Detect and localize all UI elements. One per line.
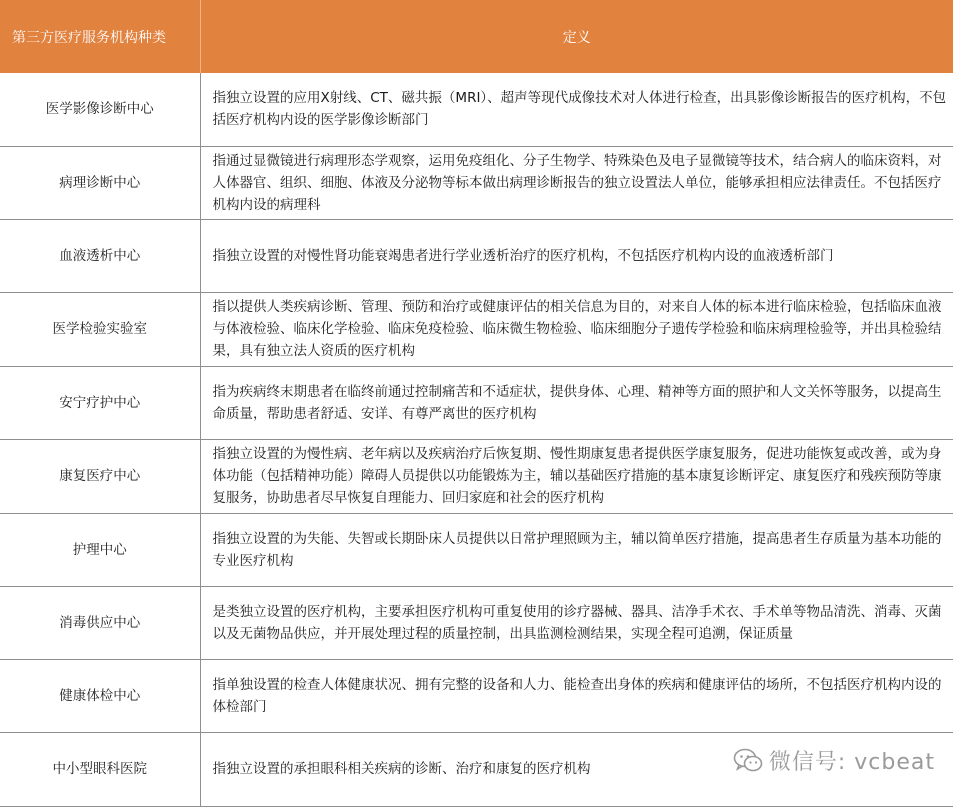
category-cell: 消毒供应中心	[0, 586, 200, 659]
definition-cell: 是类独立设置的医疗机构，主要承担医疗机构可重复使用的诊疗器械、器具、洁净手术衣、手术单等物品清洗、消毒、灭菌以及无菌物品供应，并开展处理过程的质量控制，出具监测检测结果，实现全程可追溯，保证质量	[200, 586, 953, 659]
definition-cell: 指独立设置的为失能、失智或长期卧床人员提供以日常护理照顾为主，辅以简单医疗措施，提高患者生存质量为基本功能的专业医疗机构	[200, 513, 953, 586]
header-category: 第三方医疗服务机构种类	[0, 0, 200, 73]
table-row	[0, 219, 953, 292]
category-cell: 护理中心	[0, 513, 200, 586]
category-cell: 血液透析中心	[0, 219, 200, 292]
category-cell: 医学影像诊断中心	[0, 73, 200, 146]
category-cell: 医学检验实验室	[0, 292, 200, 366]
table-row	[0, 659, 953, 732]
category-cell: 病理诊断中心	[0, 146, 200, 219]
header-row	[0, 0, 953, 73]
definition-cell: 指为疾病终末期患者在临终前通过控制痛苦和不适症状，提供身体、心理、精神等方面的照护和人文关怀等服务，以提高生命质量，帮助患者舒适、安详、有尊严离世的医疗机构	[200, 366, 953, 439]
category-cell: 中小型眼科医院	[0, 732, 200, 806]
definition-cell: 指独立设置的对慢性肾功能衰竭患者进行学业透析治疗的医疗机构，不包括医疗机构内设的血液透析部门	[200, 219, 953, 292]
table-row	[0, 439, 953, 513]
category-cell: 健康体检中心	[0, 659, 200, 732]
table-row	[0, 513, 953, 586]
definition-cell: 指以提供人类疾病诊断、管理、预防和治疗或健康评估的相关信息为目的，对来自人体的标本进行临床检验，包括临床血液与体液检验、临床化学检验、临床免疫检验、临床微生物检验、临床细胞分子遗传学检验和临床病理检验等，并出具检验结果，具有独立法人资质的医疗机构	[200, 292, 953, 366]
definition-cell: 指独立设置的应用X射线、CT、磁共振（MRI）、超声等现代成像技术对人体进行检查，出具影像诊断报告的医疗机构，不包括医疗机构内设的医学影像诊断部门	[200, 73, 953, 146]
table-row	[0, 73, 953, 146]
definition-cell: 指单独设置的检查人体健康状况、拥有完整的设备和人力、能检查出身体的疾病和健康评估的场所，不包括医疗机构内设的体检部门	[200, 659, 953, 732]
wechat-icon	[733, 748, 763, 774]
definition-cell: 指独立设置的为慢性病、老年病以及疾病治疗后恢复期、慢性期康复患者提供医学康复服务，促进功能恢复或改善，或为身体功能（包括精神功能）障碍人员提供以功能锻炼为主，辅以基础医疗措施的基本康复诊断评定、康复医疗和残疾预防等康复服务，协助患者尽早恢复自理能力、回归家庭和社会的医疗机构	[200, 439, 953, 513]
category-cell: 康复医疗中心	[0, 439, 200, 513]
table-row	[0, 366, 953, 439]
table-row	[0, 586, 953, 659]
watermark-text: 微信号: vcbeat	[768, 750, 935, 775]
watermark	[733, 745, 935, 776]
category-cell: 安宁疗护中心	[0, 366, 200, 439]
header-definition: 定义	[200, 0, 953, 73]
definition-cell: 指通过显微镜进行病理形态学观察，运用免疫组化、分子生物学、特殊染色及电子显微镜等技术，结合病人的临床资料，对人体器官、组织、细胞、体液及分泌物等标本做出病理诊断报告的独立设置法人单位，能够承担相应法律责任。不包括医疗机构内设的病理科	[200, 146, 953, 219]
table-row	[0, 146, 953, 219]
definition-cell: 指独立设置的承担眼科相关疾病的诊断、治疗和康复的医疗机构	[200, 732, 953, 806]
table-row	[0, 292, 953, 366]
